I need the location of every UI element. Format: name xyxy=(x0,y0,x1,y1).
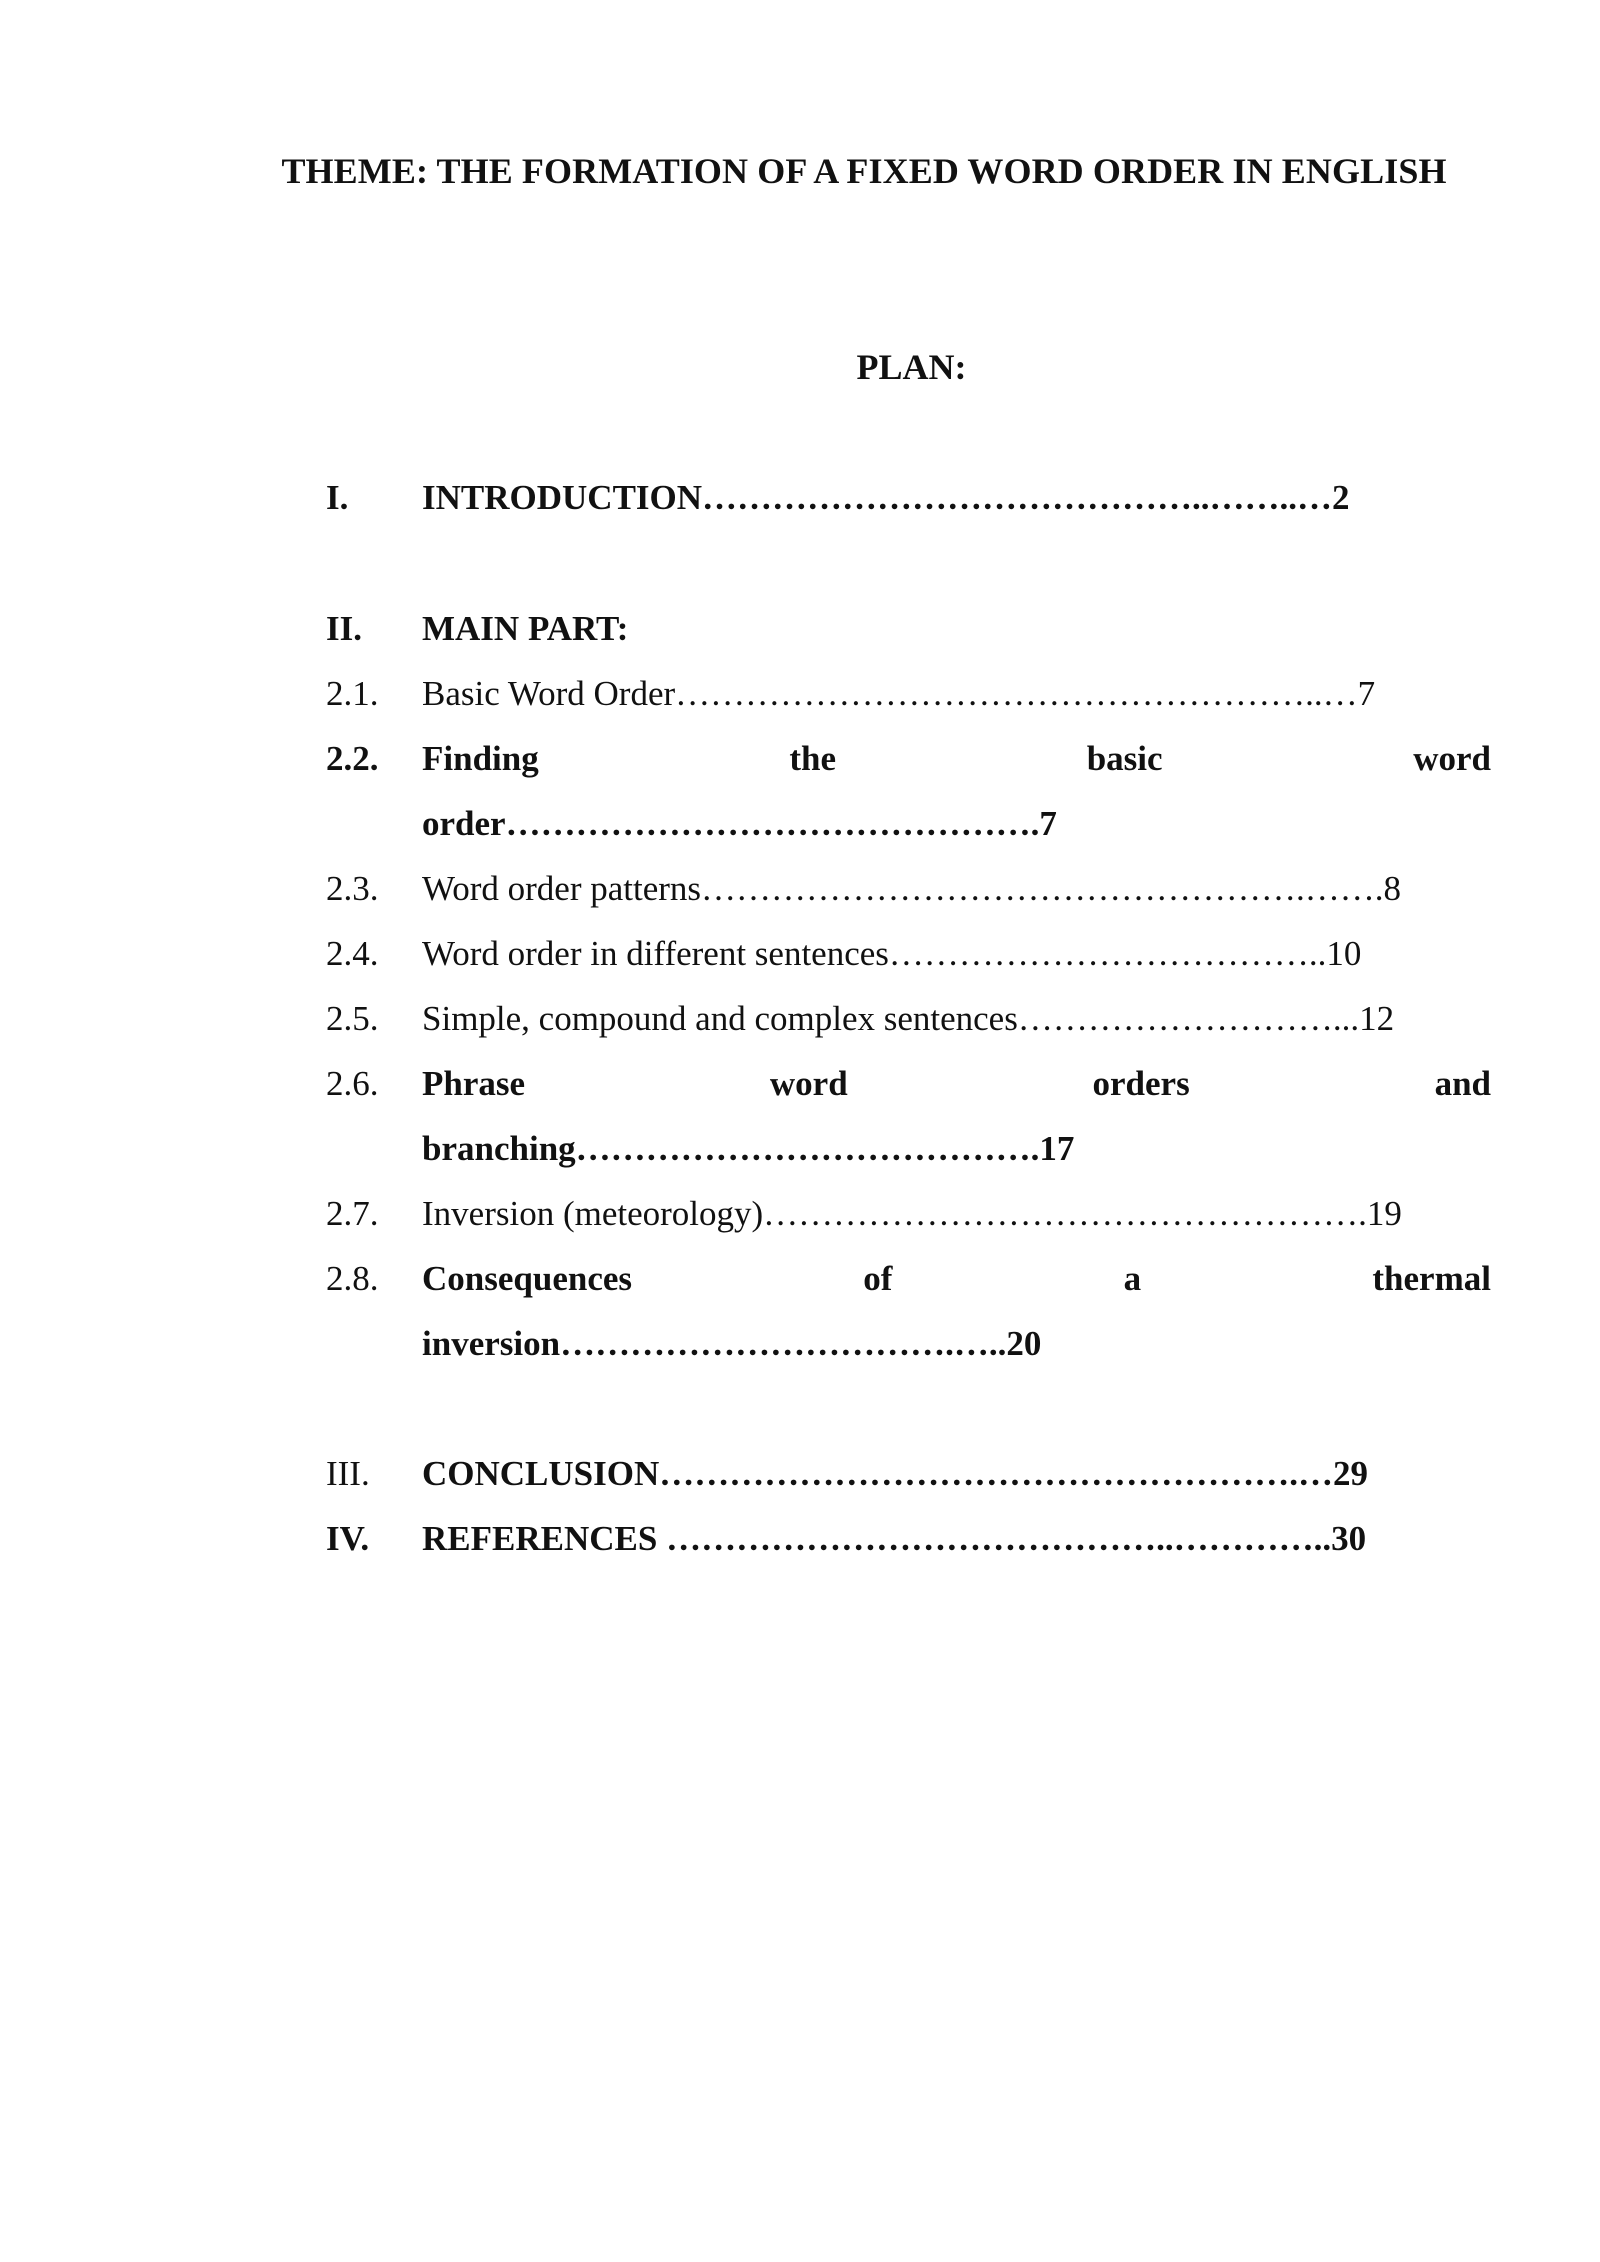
toc-number: 2.1. xyxy=(326,674,379,713)
toc-number: 2.8. xyxy=(326,1259,379,1298)
toc-number: 2.7. xyxy=(326,1194,379,1233)
toc-number: 2.3. xyxy=(326,869,379,908)
document-title: THEME: THE FORMATION OF A FIXED WORD ORDER IN ENGLISH xyxy=(281,151,1447,191)
toc-text: branching………………………………….17 xyxy=(422,1129,1075,1168)
toc-word: of xyxy=(863,1259,893,1298)
toc-word: Finding xyxy=(422,739,539,778)
toc-word: word xyxy=(769,1064,848,1103)
toc-number: 2.6. xyxy=(326,1064,379,1103)
toc-text-line xyxy=(422,1249,1491,1309)
toc-word: thermal xyxy=(1372,1259,1491,1298)
toc-entry-2-6 xyxy=(326,1054,1491,1114)
toc-number: 2.5. xyxy=(326,999,379,1038)
toc-word: Phrase xyxy=(422,1064,526,1103)
toc-word: and xyxy=(1434,1064,1491,1103)
toc-text: CONCLUSION……………………………………………….…29 xyxy=(422,1454,1369,1493)
toc-text: Word order in different sentences………………………………..10 xyxy=(422,934,1362,973)
toc-entry-2-6-continued xyxy=(326,1119,1491,1179)
toc-entry-introduction xyxy=(326,468,1491,528)
toc-text: INTRODUCTION……………………………………..……..…2 xyxy=(422,478,1350,517)
toc-entry-2-2 xyxy=(326,729,1491,789)
toc-number: I. xyxy=(326,478,349,517)
toc-entry-main-part xyxy=(326,599,1491,659)
toc-word: orders xyxy=(1092,1064,1190,1103)
toc-entry-2-5 xyxy=(326,989,1491,1049)
toc-word: Consequences xyxy=(422,1259,633,1298)
toc-text: REFERENCES ……………………………………..…………..30 xyxy=(422,1519,1367,1558)
toc-text: Simple, compound and complex sentences………………………...12 xyxy=(422,999,1395,1038)
toc-entry-2-2-continued xyxy=(326,794,1491,854)
toc-word: word xyxy=(1413,739,1491,778)
toc-entry-conclusion xyxy=(326,1444,1491,1504)
toc-number: IV. xyxy=(326,1519,370,1558)
toc-number: 2.4. xyxy=(326,934,379,973)
toc-entry-2-8-continued xyxy=(326,1314,1491,1374)
toc-number: 2.2. xyxy=(326,739,379,778)
toc-text: Inversion (meteorology)…………………………………………….19 xyxy=(422,1194,1402,1233)
toc-text: order……………………………………….7 xyxy=(422,804,1057,843)
toc-text: inversion…………………………….…..20 xyxy=(422,1324,1042,1363)
plan-heading: PLAN: xyxy=(856,347,967,387)
toc-entry-2-7 xyxy=(326,1184,1491,1244)
toc-text: MAIN PART: xyxy=(422,609,629,648)
toc-word: the xyxy=(789,739,837,778)
toc-entry-2-4 xyxy=(326,924,1491,984)
toc-word: basic xyxy=(1086,739,1163,778)
toc-number: III. xyxy=(326,1454,370,1493)
toc-entry-2-3 xyxy=(326,859,1491,919)
toc-entry-2-8 xyxy=(326,1249,1491,1309)
toc-text-line xyxy=(422,729,1491,789)
toc-text: Word order patterns…………………………………………….…….8 xyxy=(422,869,1402,908)
toc-text-line xyxy=(422,1054,1491,1114)
toc-number: II. xyxy=(326,609,362,648)
toc-entry-2-1 xyxy=(326,664,1491,724)
toc-word: a xyxy=(1123,1259,1142,1298)
toc-entry-references xyxy=(326,1509,1491,1569)
toc-text: Basic Word Order………………………………………………..…7 xyxy=(422,674,1376,713)
